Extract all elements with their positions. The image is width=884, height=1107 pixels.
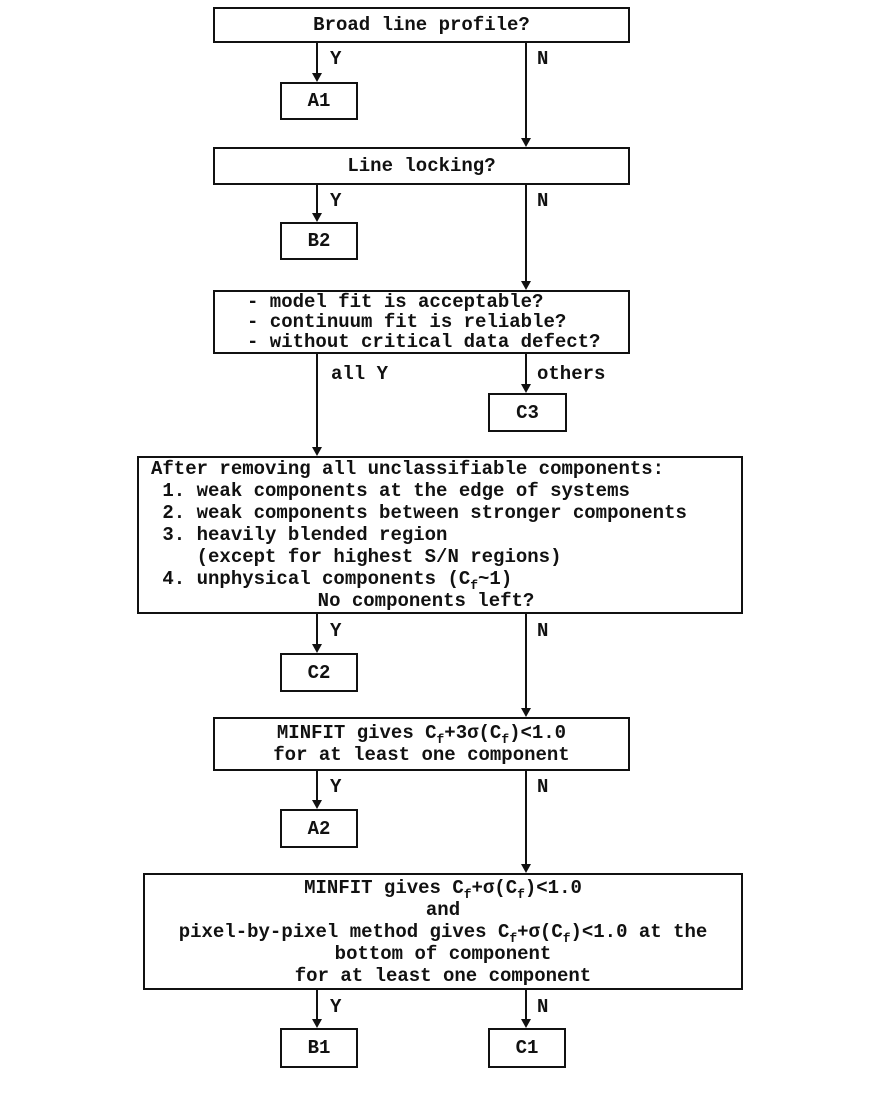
arrowhead-minfit1-no: [521, 1019, 531, 1028]
removal-line-3: 2. weak components between stronger components: [151, 502, 687, 524]
terminal-label-c2: C2: [307, 661, 331, 684]
minfit3-line-2: for at least one component: [273, 744, 570, 766]
decision-box-removal: [137, 456, 743, 614]
removal-question: No components left?: [317, 590, 535, 612]
check-line-3: - without critical data defect?: [247, 331, 601, 353]
terminal-label-a1: A1: [307, 90, 331, 112]
minfit1-line-1: MINFIT gives $C_f+\sigma(C_f)<1.0$: [304, 876, 582, 902]
decision-box-minfit-3sigma: [213, 717, 630, 771]
edge-label-checks-yes: all Y: [331, 363, 389, 385]
edge-label-broad-no: N: [537, 48, 549, 70]
arrow-line-removal-no: [525, 614, 527, 708]
decision-text: Line locking?: [347, 155, 496, 177]
arrow-line-minfit3-yes: [316, 771, 318, 800]
arrowhead-minfit3-no: [521, 864, 531, 873]
edge-label-minfit3-yes: Y: [330, 776, 342, 798]
minfit1-line-3: pixel-by-pixel method gives $C_f+\sigma(C_f)<1.0$ at the: [178, 920, 708, 946]
edge-label-removal-yes: Y: [330, 620, 342, 642]
minfit3-line-1: MINFIT gives $C_f+3\sigma(C_f)<1.0$: [276, 722, 567, 747]
removal-line-5: (except for highest S/N regions): [151, 546, 562, 568]
arrowhead-broad-yes: [312, 73, 322, 82]
arrowhead-removal-no: [521, 708, 531, 717]
terminal-box-b1: [280, 1028, 358, 1068]
arrowhead-locking-no: [521, 281, 531, 290]
arrow-line-minfit3-no: [525, 771, 527, 864]
terminal-box-a2: [280, 809, 358, 848]
terminal-label-b1: B1: [307, 1037, 331, 1059]
arrowhead-removal-yes: [312, 644, 322, 653]
decision-box-line-locking: [213, 147, 630, 185]
decision-box-minfit-1sigma: [143, 873, 743, 990]
decision-text: Broad line profile?: [313, 14, 530, 36]
terminal-label-a2: A2: [307, 817, 331, 840]
edge-label-minfit1-no: N: [537, 996, 549, 1018]
removal-line-4: 3. heavily blended region: [151, 524, 448, 546]
terminal-label-c3: C3: [516, 401, 539, 424]
arrowhead-minfit3-yes: [312, 800, 322, 809]
edge-label-checks-no: others: [537, 363, 606, 385]
arrowhead-checks-yes: [312, 447, 322, 456]
edge-label-minfit3-no: N: [537, 776, 549, 798]
terminal-box-a1: [280, 82, 358, 120]
edge-label-locking-yes: Y: [330, 190, 342, 212]
terminal-box-c3: [488, 393, 567, 432]
arrowhead-broad-no: [521, 138, 531, 147]
arrow-line-locking-yes: [316, 185, 318, 213]
decision-box-broad-line-profile: [213, 7, 630, 43]
arrow-line-broad-yes: [316, 43, 318, 73]
edge-label-broad-yes: Y: [330, 48, 342, 70]
removal-line-6: 4. unphysical components $(C_f\sim 1)$: [151, 568, 513, 593]
terminal-label-c1: C1: [515, 1037, 539, 1059]
terminal-box-c2: [280, 653, 358, 692]
check-line-2: - continuum fit is reliable?: [247, 311, 567, 333]
terminal-box-c1: [488, 1028, 566, 1068]
edge-label-minfit1-yes: Y: [330, 996, 342, 1018]
arrow-line-removal-yes: [316, 614, 318, 644]
terminal-label-b2: B2: [307, 230, 331, 252]
edge-label-locking-no: N: [537, 190, 549, 212]
terminal-box-b2: [280, 222, 358, 260]
decision-box-quality-checks: [213, 290, 630, 354]
minfit1-line-5: for at least one component: [294, 964, 592, 987]
arrow-line-minfit1-yes: [316, 990, 318, 1019]
check-line-1: - model fit is acceptable?: [247, 291, 544, 313]
arrowhead-checks-no: [521, 384, 531, 393]
arrow-line-minfit1-no: [525, 990, 527, 1019]
minfit1-line-4: bottom of component: [334, 942, 552, 965]
arrowhead-locking-yes: [312, 213, 322, 222]
arrow-line-locking-no: [525, 185, 527, 281]
minfit1-line-2: and: [425, 898, 461, 921]
arrowhead-minfit1-yes: [312, 1019, 322, 1028]
removal-line-2: 1. weak components at the edge of systems: [151, 480, 630, 502]
arrow-line-broad-no: [525, 43, 527, 138]
removal-line-1: After removing all unclassifiable components:: [151, 458, 665, 480]
edge-label-removal-no: N: [537, 620, 549, 642]
arrow-line-checks-no: [525, 354, 527, 384]
arrow-line-checks-yes: [316, 354, 318, 447]
